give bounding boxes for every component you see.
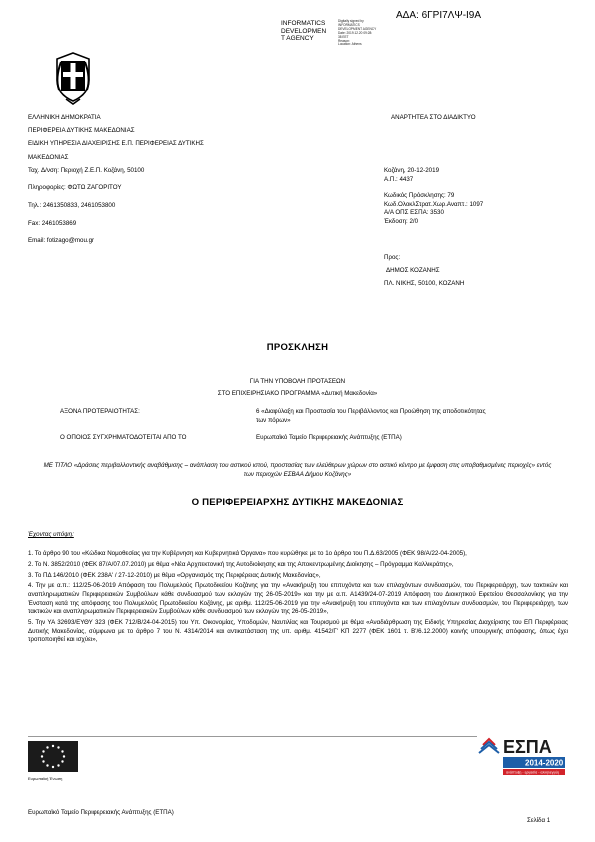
sender-phone: Τηλ.: 2461350833, 2461053800: [28, 201, 116, 209]
page-number: Σελίδα 1: [527, 817, 551, 824]
stamp-detail: INFORMATICS: [338, 22, 360, 27]
recipient-to: Προς:: [384, 254, 401, 261]
considerations-list: [28, 550, 568, 647]
espa-name: ΕΣΠΑ: [503, 737, 552, 757]
ref-call-code: Κωδικός Πρόσκλησης: 79: [384, 192, 455, 200]
eu-caption: Ευρωπαϊκή Ένωση: [28, 776, 63, 781]
stamp-line: T AGENCY: [281, 35, 314, 42]
sender-line: ΕΙΔΙΚΗ ΥΠΗΡΕΣΙΑ ΔΙΑΧΕΙΡΙΣΗΣ Ε.Π. ΠΕΡΙΦΕΡΕΙΑΣ ΔΥΤΙΚΗΣ: [28, 140, 204, 148]
eu-flag-icon: [28, 741, 78, 772]
footer-fund: Ευρωπαϊκό Ταμείο Περιφερειακής Ανάπτυξης (ΕΤΠΑ): [28, 809, 174, 816]
stamp-detail: Date: 2019.12.20 09:28:: [338, 30, 373, 35]
recipient-address: ΠΛ. ΝΙΚΗΣ, 50100, ΚΟΖΑΝΗ: [384, 280, 465, 288]
sender-email: Email: fotizago@mou.gr: [28, 237, 95, 245]
sender-line: ΜΑΚΕΔΟΝΙΑΣ: [28, 153, 69, 161]
signature-stamp-details: [338, 20, 394, 47]
invitation-title: ΠΡΟΣΚΛΗΣΗ: [266, 342, 329, 353]
given-heading: Έχοντας υπόψη:: [28, 531, 74, 538]
invitation-subject: ΜΕ ΤΙΤΛΟ «Δράσεις περιβαλλοντικής αναβάθμισης – ανάπλαση του αστικού ιστού, προστασίας των ελεύθερων χώρων στο αστικό κέντρο με έμφαση στις υποβαθμισμένες περιοχές» εντός των περιοχών ΕΣΒΑΑ Δήμου Κοζάνης»: [43, 462, 552, 478]
invitation-line-1: ΓΙΑ ΤΗΝ ΥΠΟΒΟΛΗ ΠΡΟΤΑΣΕΩΝ: [249, 378, 346, 385]
ref-version: Έκδοση: 2/0: [384, 217, 419, 225]
reference-block: [384, 167, 584, 227]
ref-ops-code: Α/Α ΟΠΣ ΕΣΠΑ: 3530: [384, 209, 444, 217]
list-item: 5. Την ΥΑ 32693/ΕΥΘΥ 323 (ΦΕΚ 712/Β/24-04-2015) του Υπ. Οικονομίας, Υποδομών, Ναυτιλίας και Τουρισμού με θέμα «Αναδιάρθρωση της Ειδικής Υπηρεσίας Διαχείρισης του ΕΠ Περιφέρειας Δυτικής Μακεδονίας, σύμφωνα με το άρθρο 7 του Ν. 4314/2014 και αντικατάσταση της υπ. αριθμ. 41542/Γ' ΚΠ 2277 (ΦΕΚ 1601 τ. Β'/6.12.2000) κοινής υπουργικής απόφασης, όπως έχει τροποποιηθεί και ισχύει»,: [28, 618, 568, 644]
espa-years: 2014-2020: [525, 758, 564, 768]
list-item: 4. Την με α.π.: 112/25-06-2019 Απόφαση του Πολυμελούς Πρωτοδικείου Κοζάνης για την «Ανακήρυξη του επιτυχόντα και των επιλαχόντων συνδυασμών, του Περιφερειάρχη, των τακτικών και αναπληρωματικών Περιφερειακών Συμβούλων κάθε συνδυασμού των εκλογών της 26-05-2019» και την με α.π. Α1439/24-07-2019 Απόφαση του Διοικητικού Εφετείου Θεσσαλονίκης για την Ένσταση κατά της απόφασης του Πολυμελούς Πρωτοδικείου Κοζάνης, με αριθμ. 112/25-06-2019 για την «Ανακήρυξη του επιτυχόντα και των επιλαχόντων συνδυασμών, του Περιφερειάρχη, των τακτικών και αναπληρωματικών Περιφερειακών Συμβούλων κάθε συνδυασμού των εκλογών της 26-05-2019»,: [28, 582, 568, 616]
stamp-detail: Digitally signed by: [338, 19, 364, 23]
recipient-name: ΔΗΜΟΣ ΚΟΖΑΝΗΣ: [386, 267, 440, 275]
espa-logo: [477, 733, 569, 777]
sender-line: ΠΕΡΙΦΕΡΕΙΑ ΔΥΤΙΚΗΣ ΜΑΚΕΔΟΝΙΑΣ: [28, 127, 135, 135]
post-online-label: ΑΝΑΡΤΗΤΕΑ ΣΤΟ ΔΙΑΔΙΚΤΥΟ: [391, 114, 476, 121]
list-item: 1. Το άρθρο 90 του «Κώδικα Νομοθεσίας για την Κυβέρνηση και Κυβερνητικά Όργανα» που κυρώθηκε με το 1ο άρθρο του Π.Δ.63/2005 (ΦΕΚ 98/Α/22-04-2005),: [28, 550, 467, 557]
sender-block: [28, 114, 308, 250]
signature-stamp-title: [281, 20, 327, 43]
list-item: 3. Το ΠΔ 146/2010 (ΦΕΚ 238Α' / 27-12-2010) με θέμα «Οργανισμός της Περιφέρειας Δυτικής Μακεδονίας»,: [28, 571, 321, 579]
fund-value: Ευρωπαϊκό Ταμείο Περιφερειακής Ανάπτυξης (ΕΤΠΑ): [256, 434, 402, 441]
governor-title: Ο ΠΕΡΙΦΕΡΕΙΑΡΧΗΣ ΔΥΤΙΚΗΣ ΜΑΚΕΔΟΝΙΑΣ: [191, 497, 404, 508]
sender-info: Πληροφορίες: ΦΩΤΩ ΖΑΓΟΡΙΤΟΥ: [28, 184, 122, 192]
espa-slogan: ανάπτυξη - εργασία - αλληλεγγύη: [506, 770, 560, 775]
axis-value: 6 «Διαφύλαξη και Προστασία του Περιβάλλοντος και Προώθηση της αποδοτικότητας των πόρων»: [256, 408, 486, 424]
stamp-detail: 38 EET: [338, 34, 349, 39]
list-item: 2. Το Ν. 3852/2010 (ΦΕΚ 87/Α/07.07.2010) με θέμα «Νέα Αρχιτεκτονική της Αυτοδιοίκησης και της Αποκεντρωμένης Διοίκησης – Πρόγραμμα Καλλικράτης»,: [28, 560, 454, 568]
invitation-line-2: ΣΤΟ ΕΠΙΧΕΙΡΗΣΙΑΚΟ ΠΡΟΓΡΑΜΜΑ «Δυτική Μακεδονία»: [217, 390, 378, 397]
ref-date: Κοζάνη, 20-12-2019: [384, 167, 440, 174]
stamp-detail: Reason:: [338, 38, 350, 43]
stamp-line: DEVELOPMEN: [281, 27, 327, 35]
greek-emblem-icon: [52, 50, 94, 106]
sender-fax: Fax: 2461053869: [28, 219, 77, 227]
sender-line: ΕΛΛΗΝΙΚΗ ΔΗΜΟΚΡΑΤΙΑ: [28, 114, 101, 121]
ref-strat-code: Κωδ.ΟλοκλΣτρατ.Χωρ.Αναπτ.: 1097: [384, 200, 484, 208]
fund-label: Ο ΟΠΟΙΟΣ ΣΥΓΧΡΗΜΑΤΟΔΟΤΕΙΤΑΙ ΑΠΟ ΤΟ: [60, 434, 187, 441]
axis-label: ΑΞΟΝΑ ΠΡΟΤΕΡΑΙΟΤΗΤΑΣ:: [60, 408, 140, 415]
stamp-line: INFORMATICS: [281, 20, 326, 27]
recipient-block: [384, 254, 464, 293]
sender-address: Ταχ. Δ/νση: Περιοχή Ζ.Ε.Π. Κοζάνη, 50100: [28, 166, 145, 174]
stamp-detail: DEVELOPMENT AGENCY: [338, 26, 377, 31]
stamp-detail: Location: Athens: [338, 42, 362, 47]
ref-protocol: Α.Π.: 4437: [384, 175, 414, 183]
ada-code: ΑΔΑ: 6ΓΡΙ7ΛΨ-Ι9Α: [396, 10, 482, 21]
